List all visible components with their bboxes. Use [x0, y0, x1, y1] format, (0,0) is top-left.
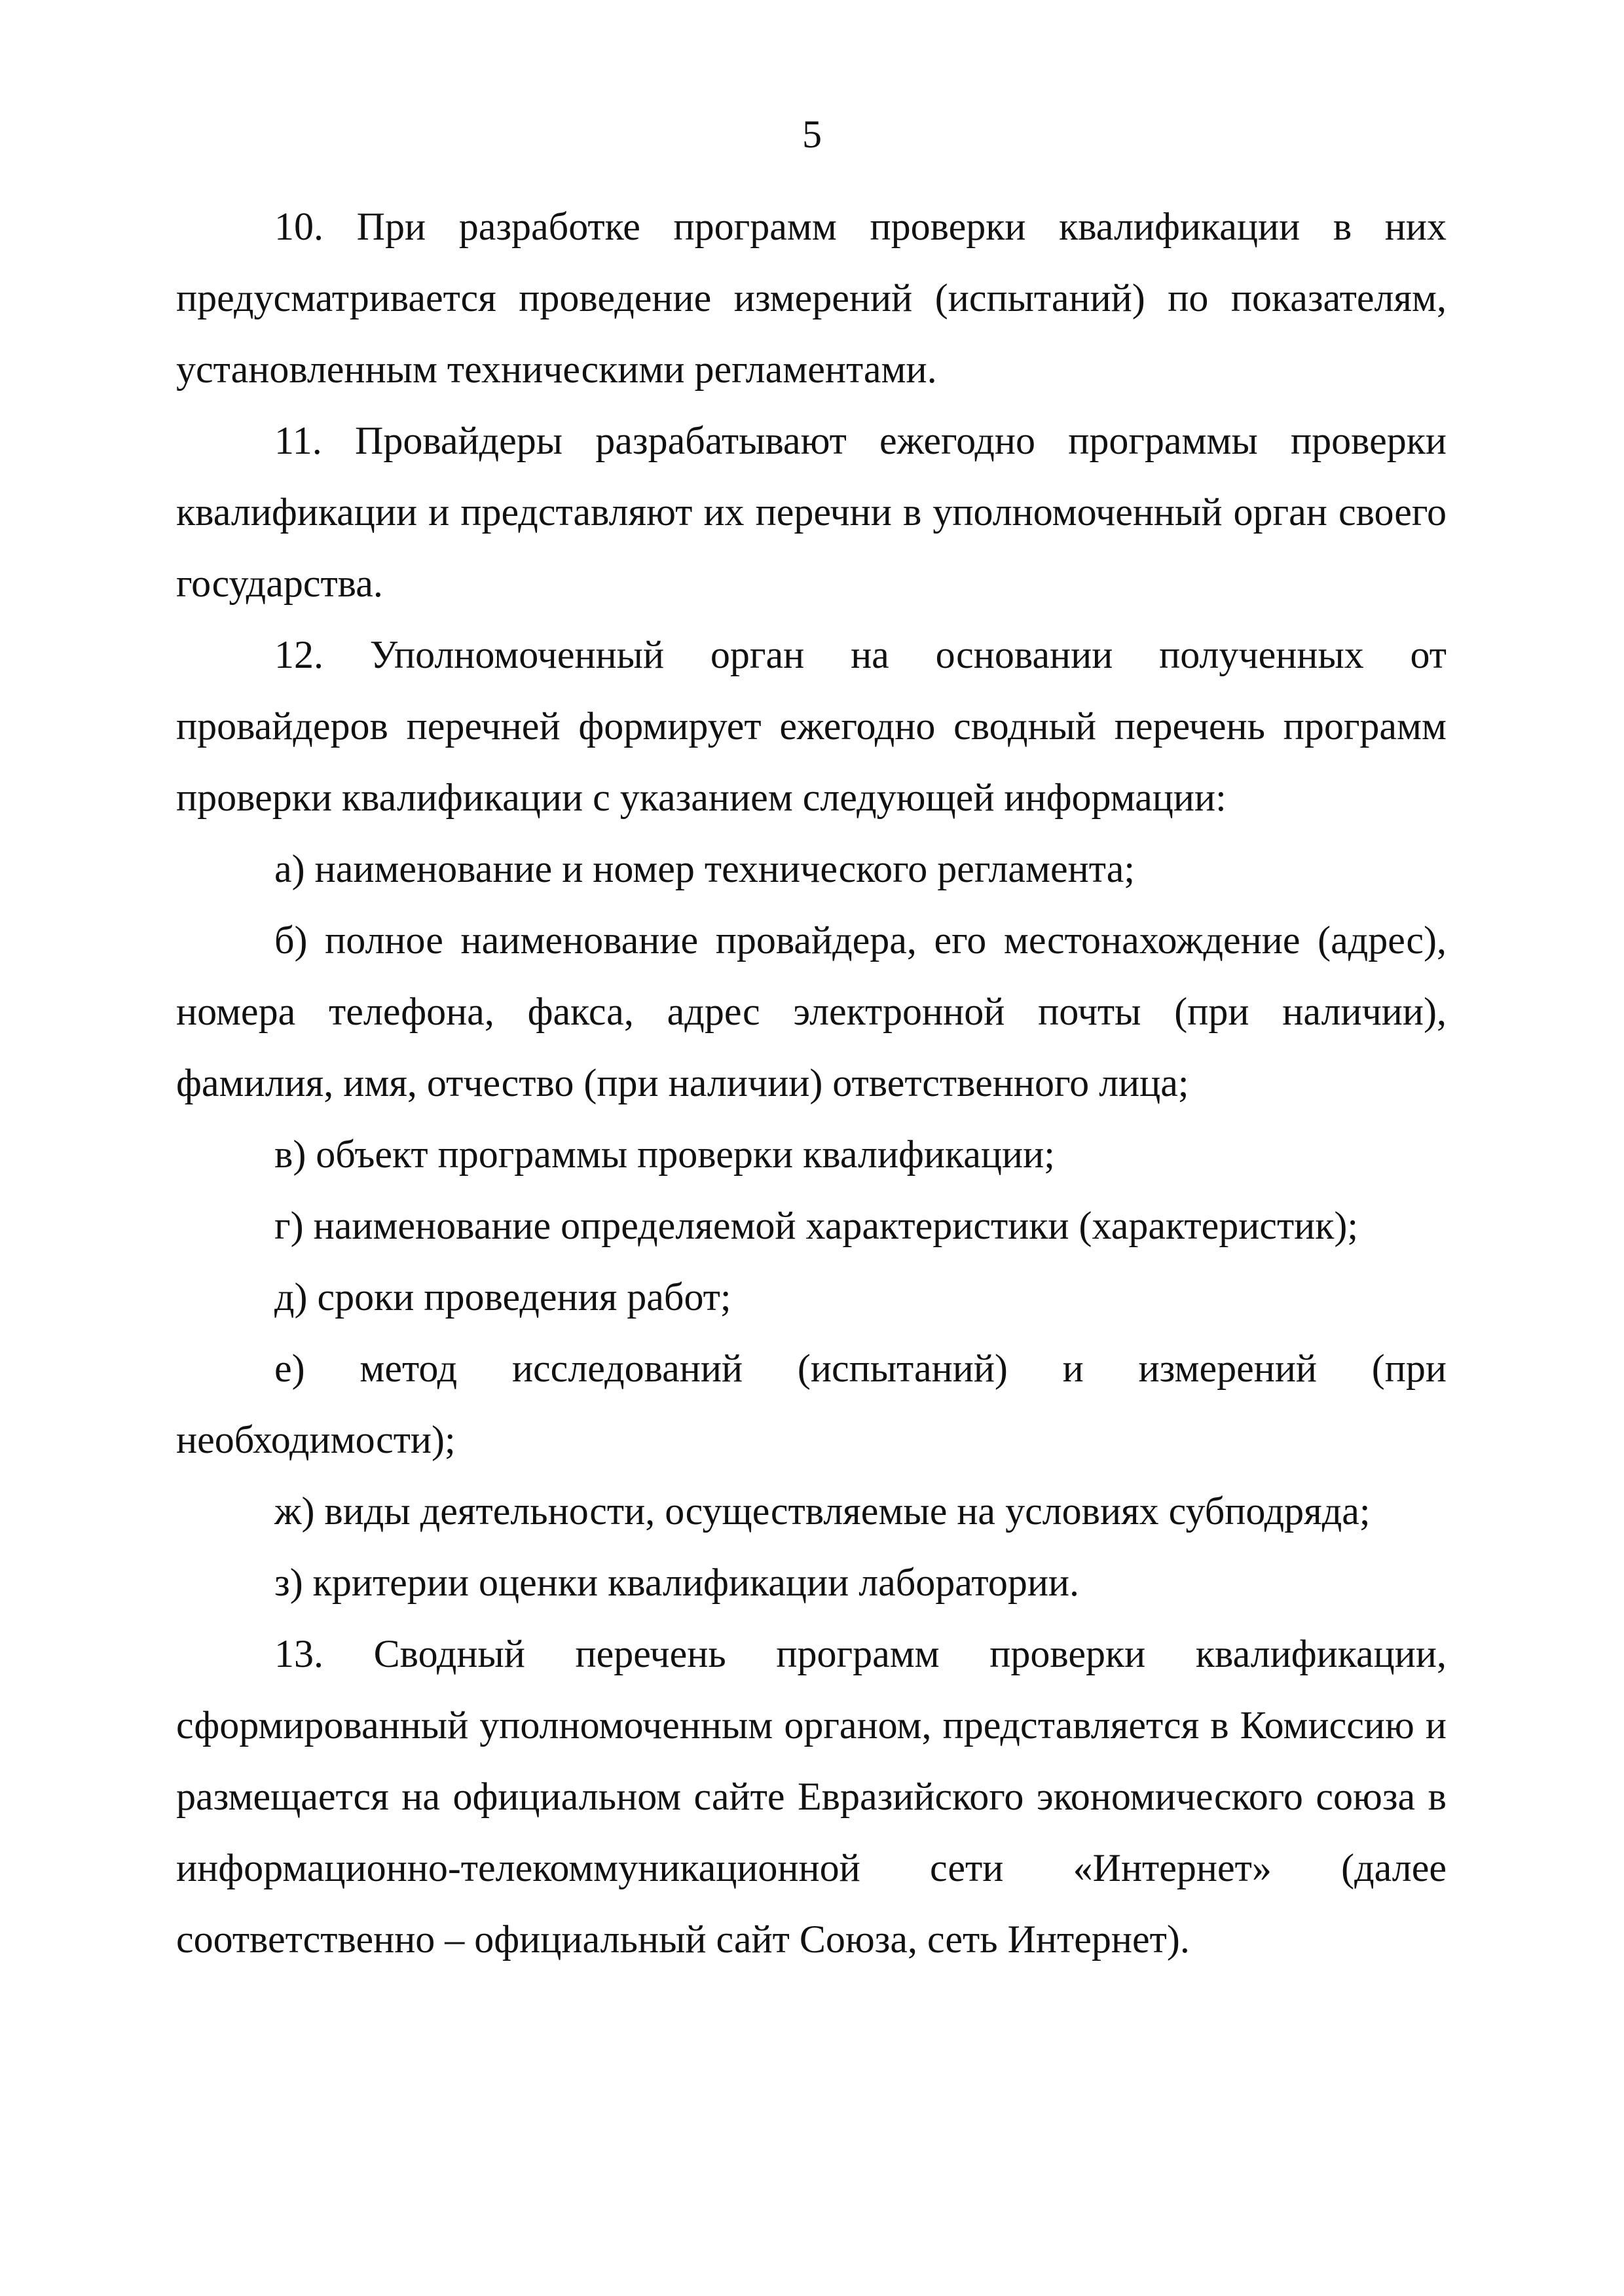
list-item-a: а) наименование и номер технического регламента;: [274, 847, 1135, 890]
paragraph-11: 11. Провайдеры разрабатывают ежегодно программы проверки квалификации и представляют их перечни в уполномоченный орган своего государства.: [176, 419, 1447, 605]
list-item-v: в) объект программы проверки квалификации;: [274, 1133, 1055, 1176]
list-item-d: д) сроки проведения работ;: [274, 1275, 731, 1319]
paragraph-13: 13. Сводный перечень программ проверки квалификации, сформированный уполномоченным органом, представляется в Комиссию и размещается на официальном сайте Евразийского экономического союза в информационно-телекоммуникационной сети «Интернет» (далее соответственно – официальный сайт Союза, сеть Интернет).: [176, 1632, 1447, 1961]
list-item-zh: ж) виды деятельности, осуществляемые на условиях субподряда;: [274, 1489, 1371, 1533]
page-number: 5: [802, 113, 822, 156]
document-body: [176, 191, 1447, 1975]
list-item-b: б) полное наименование провайдера, его местонахождение (адрес), номера телефона, факса, адрес электронной почты (при наличии), фамилия, имя, отчество (при наличии) ответственного лица;: [176, 919, 1447, 1104]
list-item-e: е) метод исследований (испытаний) и измерений (при необходимости);: [176, 1347, 1447, 1461]
paragraph-12: 12. Уполномоченный орган на основании полученных от провайдеров перечней формирует ежегодно сводный перечень программ проверки квалификации с указанием следующей информации:: [176, 633, 1447, 819]
list-item-z: з) критерии оценки квалификации лаборатории.: [274, 1561, 1080, 1604]
paragraph-10: 10. При разработке программ проверки квалификации в них предусматривается проведение измерений (испытаний) по показателям, установленным техническими регламентами.: [176, 205, 1447, 391]
list-item-g: г) наименование определяемой характеристики (характеристик);: [274, 1204, 1359, 1247]
